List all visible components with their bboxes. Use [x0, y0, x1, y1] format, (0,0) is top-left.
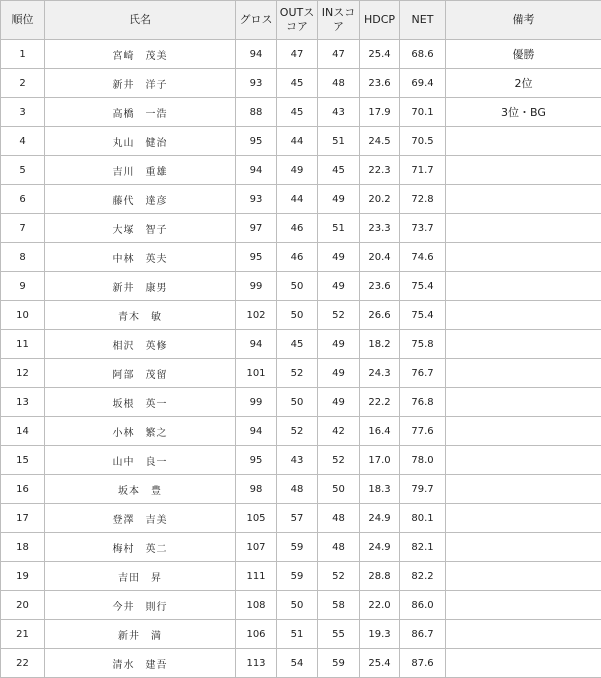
hdcp-cell: 22.3 [360, 156, 400, 185]
gross-cell: 106 [236, 620, 277, 649]
rank-cell: 1 [1, 40, 45, 69]
note-cell [446, 649, 601, 678]
hdcp-cell: 22.2 [360, 388, 400, 417]
out-score-cell: 43 [277, 446, 318, 475]
name-cell: 宮崎 茂美 [45, 40, 236, 69]
name-cell: 新井 満 [45, 620, 236, 649]
in-score-cell: 49 [318, 243, 360, 272]
hdcp-cell: 24.3 [360, 359, 400, 388]
name-cell: 坂本 豊 [45, 475, 236, 504]
name-cell: 相沢 英修 [45, 330, 236, 359]
table-row [1, 156, 601, 185]
out-score-cell: 57 [277, 504, 318, 533]
in-score-cell: 58 [318, 591, 360, 620]
gross-cell: 94 [236, 330, 277, 359]
table-header [1, 1, 601, 40]
table-row [1, 620, 601, 649]
net-cell: 69.4 [400, 69, 446, 98]
note-cell: 2位 [446, 69, 601, 98]
in-score-cell: 49 [318, 330, 360, 359]
name-cell: 山中 良一 [45, 446, 236, 475]
out-score-cell: 44 [277, 185, 318, 214]
name-cell: 新井 洋子 [45, 69, 236, 98]
in-score-cell: 45 [318, 156, 360, 185]
note-cell [446, 504, 601, 533]
net-cell: 87.6 [400, 649, 446, 678]
in-score-cell: 52 [318, 562, 360, 591]
out-score-cell: 50 [277, 591, 318, 620]
net-cell: 77.6 [400, 417, 446, 446]
out-score-cell: 46 [277, 214, 318, 243]
note-cell [446, 272, 601, 301]
name-cell: 登澤 吉美 [45, 504, 236, 533]
note-cell [446, 417, 601, 446]
gross-cell: 94 [236, 156, 277, 185]
table-row [1, 649, 601, 678]
gross-cell: 101 [236, 359, 277, 388]
gross-cell: 99 [236, 388, 277, 417]
table-row [1, 243, 601, 272]
out-score-cell: 45 [277, 330, 318, 359]
table-row [1, 359, 601, 388]
gross-cell: 105 [236, 504, 277, 533]
header-note: 備考 [446, 1, 601, 40]
hdcp-cell: 17.0 [360, 446, 400, 475]
in-score-cell: 48 [318, 533, 360, 562]
gross-cell: 94 [236, 417, 277, 446]
note-cell [446, 620, 601, 649]
net-cell: 82.1 [400, 533, 446, 562]
rank-cell: 9 [1, 272, 45, 301]
net-cell: 68.6 [400, 40, 446, 69]
net-cell: 75.4 [400, 301, 446, 330]
net-cell: 74.6 [400, 243, 446, 272]
hdcp-cell: 20.4 [360, 243, 400, 272]
net-cell: 72.8 [400, 185, 446, 214]
gross-cell: 113 [236, 649, 277, 678]
rank-cell: 22 [1, 649, 45, 678]
net-cell: 86.7 [400, 620, 446, 649]
header-row [1, 1, 601, 40]
hdcp-cell: 24.9 [360, 504, 400, 533]
rank-cell: 10 [1, 301, 45, 330]
gross-cell: 107 [236, 533, 277, 562]
net-cell: 82.2 [400, 562, 446, 591]
gross-cell: 108 [236, 591, 277, 620]
gross-cell: 98 [236, 475, 277, 504]
note-cell [446, 359, 601, 388]
name-cell: 梅村 英二 [45, 533, 236, 562]
name-cell: 吉川 重雄 [45, 156, 236, 185]
out-score-cell: 47 [277, 40, 318, 69]
table-row [1, 214, 601, 243]
hdcp-cell: 19.3 [360, 620, 400, 649]
table-row [1, 388, 601, 417]
rank-cell: 21 [1, 620, 45, 649]
gross-cell: 111 [236, 562, 277, 591]
table-row [1, 446, 601, 475]
table-row [1, 533, 601, 562]
in-score-cell: 43 [318, 98, 360, 127]
in-score-cell: 49 [318, 359, 360, 388]
header-out-score: OUTスコア [277, 1, 318, 40]
note-cell [446, 156, 601, 185]
hdcp-cell: 26.6 [360, 301, 400, 330]
in-score-cell: 51 [318, 214, 360, 243]
rank-cell: 16 [1, 475, 45, 504]
in-score-cell: 49 [318, 388, 360, 417]
in-score-cell: 48 [318, 69, 360, 98]
in-score-cell: 55 [318, 620, 360, 649]
note-cell: 優勝 [446, 40, 601, 69]
rank-cell: 13 [1, 388, 45, 417]
out-score-cell: 52 [277, 417, 318, 446]
hdcp-cell: 17.9 [360, 98, 400, 127]
net-cell: 75.8 [400, 330, 446, 359]
header-name: 氏名 [45, 1, 236, 40]
out-score-cell: 54 [277, 649, 318, 678]
table-row [1, 591, 601, 620]
out-score-cell: 52 [277, 359, 318, 388]
rank-cell: 8 [1, 243, 45, 272]
gross-cell: 102 [236, 301, 277, 330]
name-cell: 藤代 達彦 [45, 185, 236, 214]
hdcp-cell: 18.3 [360, 475, 400, 504]
name-cell: 中林 英夫 [45, 243, 236, 272]
name-cell: 清水 建吾 [45, 649, 236, 678]
out-score-cell: 50 [277, 272, 318, 301]
gross-cell: 97 [236, 214, 277, 243]
note-cell [446, 301, 601, 330]
hdcp-cell: 25.4 [360, 649, 400, 678]
note-cell [446, 475, 601, 504]
out-score-cell: 50 [277, 388, 318, 417]
net-cell: 71.7 [400, 156, 446, 185]
hdcp-cell: 22.0 [360, 591, 400, 620]
out-score-cell: 45 [277, 69, 318, 98]
net-cell: 80.1 [400, 504, 446, 533]
rank-cell: 12 [1, 359, 45, 388]
hdcp-cell: 25.4 [360, 40, 400, 69]
in-score-cell: 51 [318, 127, 360, 156]
table-row [1, 475, 601, 504]
in-score-cell: 42 [318, 417, 360, 446]
note-cell [446, 330, 601, 359]
out-score-cell: 46 [277, 243, 318, 272]
rank-cell: 18 [1, 533, 45, 562]
note-cell [446, 533, 601, 562]
in-score-cell: 59 [318, 649, 360, 678]
table-row [1, 562, 601, 591]
out-score-cell: 45 [277, 98, 318, 127]
rank-cell: 15 [1, 446, 45, 475]
out-score-cell: 50 [277, 301, 318, 330]
note-cell [446, 214, 601, 243]
name-cell: 新井 康男 [45, 272, 236, 301]
table-row [1, 127, 601, 156]
hdcp-cell: 28.8 [360, 562, 400, 591]
note-cell [446, 127, 601, 156]
out-score-cell: 59 [277, 533, 318, 562]
note-cell [446, 185, 601, 214]
out-score-cell: 44 [277, 127, 318, 156]
name-cell: 吉田 昇 [45, 562, 236, 591]
out-score-cell: 51 [277, 620, 318, 649]
hdcp-cell: 16.4 [360, 417, 400, 446]
table-row [1, 69, 601, 98]
rank-cell: 6 [1, 185, 45, 214]
hdcp-cell: 23.6 [360, 272, 400, 301]
rank-cell: 7 [1, 214, 45, 243]
rank-cell: 19 [1, 562, 45, 591]
out-score-cell: 48 [277, 475, 318, 504]
in-score-cell: 52 [318, 301, 360, 330]
rank-cell: 20 [1, 591, 45, 620]
name-cell: 青木 敏 [45, 301, 236, 330]
name-cell: 阿部 茂留 [45, 359, 236, 388]
net-cell: 73.7 [400, 214, 446, 243]
name-cell: 高橋 一浩 [45, 98, 236, 127]
name-cell: 大塚 智子 [45, 214, 236, 243]
net-cell: 75.4 [400, 272, 446, 301]
rank-cell: 3 [1, 98, 45, 127]
gross-cell: 99 [236, 272, 277, 301]
header-in-score: INスコア [318, 1, 360, 40]
gross-cell: 95 [236, 127, 277, 156]
gross-cell: 93 [236, 69, 277, 98]
in-score-cell: 50 [318, 475, 360, 504]
gross-cell: 93 [236, 185, 277, 214]
rank-cell: 17 [1, 504, 45, 533]
table-row [1, 98, 601, 127]
gross-cell: 94 [236, 40, 277, 69]
in-score-cell: 49 [318, 272, 360, 301]
table-row [1, 40, 601, 69]
net-cell: 78.0 [400, 446, 446, 475]
note-cell [446, 243, 601, 272]
rank-cell: 5 [1, 156, 45, 185]
header-gross: グロス [236, 1, 277, 40]
in-score-cell: 47 [318, 40, 360, 69]
hdcp-cell: 23.3 [360, 214, 400, 243]
out-score-cell: 49 [277, 156, 318, 185]
note-cell [446, 562, 601, 591]
table-row [1, 272, 601, 301]
name-cell: 今井 則行 [45, 591, 236, 620]
net-cell: 70.5 [400, 127, 446, 156]
rank-cell: 14 [1, 417, 45, 446]
table-row [1, 330, 601, 359]
header-rank: 順位 [1, 1, 45, 40]
table-body [1, 40, 601, 678]
note-cell: 3位・BG [446, 98, 601, 127]
in-score-cell: 52 [318, 446, 360, 475]
net-cell: 79.7 [400, 475, 446, 504]
gross-cell: 95 [236, 446, 277, 475]
name-cell: 坂根 英一 [45, 388, 236, 417]
rank-cell: 11 [1, 330, 45, 359]
note-cell [446, 388, 601, 417]
note-cell [446, 446, 601, 475]
hdcp-cell: 18.2 [360, 330, 400, 359]
table-row [1, 504, 601, 533]
net-cell: 86.0 [400, 591, 446, 620]
out-score-cell: 59 [277, 562, 318, 591]
gross-cell: 95 [236, 243, 277, 272]
header-hdcp: HDCP [360, 1, 400, 40]
net-cell: 76.8 [400, 388, 446, 417]
header-net: NET [400, 1, 446, 40]
rank-cell: 2 [1, 69, 45, 98]
net-cell: 70.1 [400, 98, 446, 127]
hdcp-cell: 24.5 [360, 127, 400, 156]
hdcp-cell: 24.9 [360, 533, 400, 562]
name-cell: 丸山 健治 [45, 127, 236, 156]
table-row [1, 301, 601, 330]
in-score-cell: 49 [318, 185, 360, 214]
rank-cell: 4 [1, 127, 45, 156]
gross-cell: 88 [236, 98, 277, 127]
hdcp-cell: 20.2 [360, 185, 400, 214]
note-cell [446, 591, 601, 620]
name-cell: 小林 繁之 [45, 417, 236, 446]
table-row [1, 185, 601, 214]
net-cell: 76.7 [400, 359, 446, 388]
in-score-cell: 48 [318, 504, 360, 533]
table-row [1, 417, 601, 446]
hdcp-cell: 23.6 [360, 69, 400, 98]
